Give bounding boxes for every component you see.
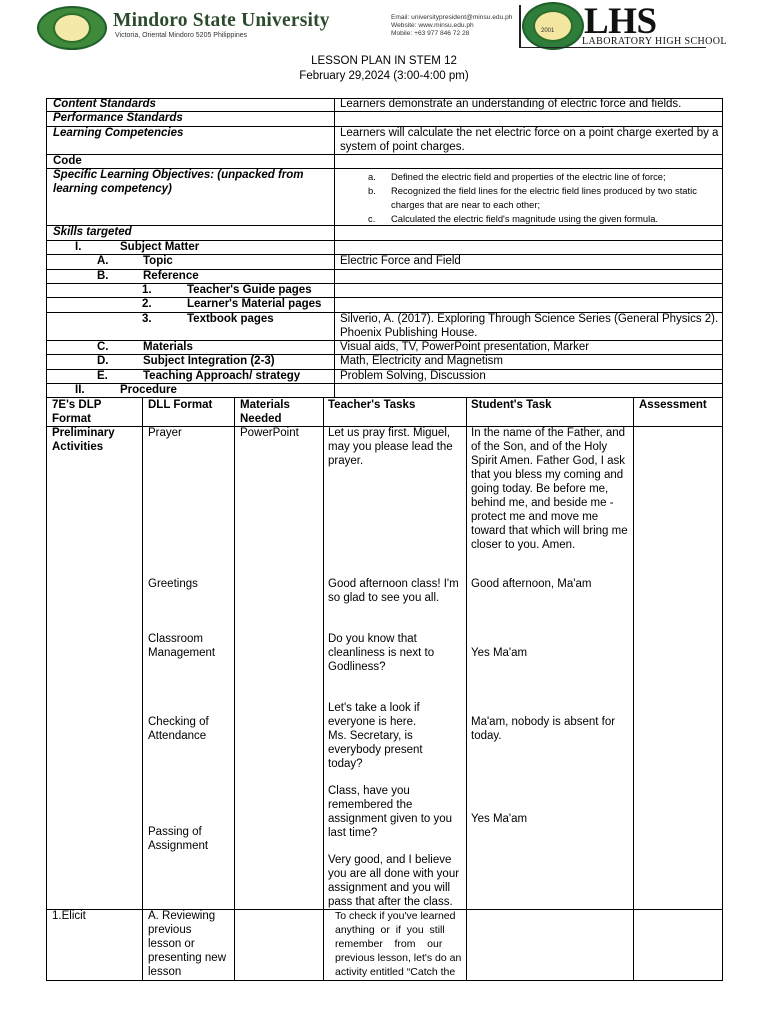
approach-value: Problem Solving, Discussion xyxy=(340,370,486,382)
student-prayer: going today. Be before me, xyxy=(471,483,609,495)
dll-classroom-management: Management xyxy=(148,647,216,659)
teacher-attendance: Let's take a look if xyxy=(328,702,420,714)
dll-elicit: lesson or xyxy=(148,938,195,950)
textbook-value: Silverio, A. (2017). Exploring Through Science Series (General Physics 2). xyxy=(340,313,719,325)
dll-elicit: lesson xyxy=(148,966,182,978)
dll-assignment: Passing of xyxy=(148,826,202,838)
header-assessment: Assessment xyxy=(639,399,707,411)
dll-prayer: Prayer xyxy=(148,427,182,439)
dll-classroom-management: Classroom xyxy=(148,633,203,645)
procedure-number: II. xyxy=(75,384,85,396)
reference-label: Reference xyxy=(143,270,199,282)
learning-competencies-line: system of point charges. xyxy=(340,141,465,153)
contact-phone: Mobile: +63 977 846 72 28 xyxy=(391,29,470,37)
header-students-task: Student's Task xyxy=(471,399,552,411)
code-label: Code xyxy=(53,155,82,167)
teacher-assignment: assignment given to you xyxy=(328,813,453,825)
topic-number: A. xyxy=(97,255,109,267)
column-divider xyxy=(142,397,143,981)
teacher-elicit: To check if you've learned xyxy=(335,910,456,922)
column-divider xyxy=(633,397,634,981)
objective-letter: b. xyxy=(368,185,376,196)
letterhead xyxy=(0,0,768,50)
learning-competencies-line: Learners will calculate the net electric force on a point charge exerted by a xyxy=(340,127,719,139)
document-title: LESSON PLAN IN STEM 12 xyxy=(311,55,457,67)
teacher-assignment: pass that after the class. xyxy=(328,896,453,908)
content-standards-label: Content Standards xyxy=(53,98,156,110)
teacher-attendance: today? xyxy=(328,758,363,770)
content-standards-value: Learners demonstrate an understanding of electric force and fields. xyxy=(340,98,682,110)
preliminary-activities-label: Activities xyxy=(52,441,104,453)
integration-number: D. xyxy=(97,355,109,367)
student-assignment: Yes Ma'am xyxy=(471,813,528,825)
objective-letter: c. xyxy=(368,213,376,224)
student-prayer: that you bless my coming and xyxy=(471,469,624,481)
teachers-guide-number: 1. xyxy=(142,284,152,296)
materials-value: Visual aids, TV, PowerPoint presentation, Marker xyxy=(340,341,590,353)
performance-standards-label: Performance Standards xyxy=(53,112,183,124)
dll-elicit: presenting new xyxy=(148,952,226,964)
student-greetings: Good afternoon, Ma'am xyxy=(471,578,592,590)
topic-value: Electric Force and Field xyxy=(340,255,461,267)
teacher-elicit: anything or if you still xyxy=(335,924,445,936)
skills-targeted-label: Skills targeted xyxy=(53,226,132,238)
procedure-label: Procedure xyxy=(120,384,177,396)
teacher-management: Godliness? xyxy=(328,661,386,673)
university-address: Victoria, Oriental Mindoro 5205 Philippines xyxy=(115,32,248,39)
dll-attendance: Attendance xyxy=(148,730,207,742)
header-teachers-tasks: Teacher's Tasks xyxy=(328,399,416,411)
reference-number: B. xyxy=(97,270,109,282)
textbook-label: Textbook pages xyxy=(187,313,274,325)
teacher-assignment: remembered the xyxy=(328,799,413,811)
dll-greetings: Greetings xyxy=(148,578,198,590)
teacher-elicit: previous lesson, let's do an xyxy=(335,952,462,964)
dll-assignment: Assignment xyxy=(148,840,209,852)
teacher-prayer: prayer. xyxy=(328,455,364,467)
elicit-label: 1.Elicit xyxy=(52,910,86,922)
textbook-number: 3. xyxy=(142,313,152,325)
teacher-attendance: Ms. Secretary, is xyxy=(328,730,413,742)
objective-letter: a. xyxy=(368,171,376,182)
teacher-assignment: last time? xyxy=(328,827,378,839)
column-divider xyxy=(234,397,235,981)
materials-number: C. xyxy=(97,341,109,353)
header-materials-needed: Materials xyxy=(240,399,290,411)
teacher-assignment: assignment and you will xyxy=(328,882,451,894)
materials-powerpoint: PowerPoint xyxy=(240,427,299,439)
approach-label: Teaching Approach/ strategy xyxy=(143,370,301,382)
objectives-label: Specific Learning Objectives: (unpacked from xyxy=(53,169,304,181)
approach-number: E. xyxy=(97,370,108,382)
school-abbreviation: LHS xyxy=(584,1,657,42)
student-prayer: closer to you. Amen. xyxy=(471,539,576,551)
teacher-elicit: activity entitled “Catch the xyxy=(335,966,456,978)
teacher-management: Do you know that xyxy=(328,633,417,645)
contact-info xyxy=(391,14,512,37)
header-dlp-format: Format xyxy=(52,413,91,425)
teacher-management: cleanliness is next to xyxy=(328,647,435,659)
student-prayer: toward that which will bring me xyxy=(471,525,628,537)
column-divider xyxy=(323,397,324,981)
msu-seal-logo xyxy=(37,6,107,50)
textbook-value: Phoenix Publishing House. xyxy=(340,327,478,339)
student-prayer: Spirit Amen. Father God, I ask xyxy=(471,455,626,467)
column-divider xyxy=(334,98,335,397)
learners-material-number: 2. xyxy=(142,298,152,310)
school-name: LABORATORY HIGH SCHOOL xyxy=(582,36,727,47)
seal-year: 2001 xyxy=(541,28,555,34)
integration-label: Subject Integration (2-3) xyxy=(143,355,275,367)
teacher-greetings: Good afternoon class! I'm xyxy=(328,578,459,590)
student-management: Yes Ma'am xyxy=(471,647,528,659)
teacher-prayer: may you please lead the xyxy=(328,441,453,453)
student-attendance: today. xyxy=(471,730,502,742)
teacher-attendance: everyone is here. xyxy=(328,716,417,728)
objectives-label: learning competency) xyxy=(53,183,172,195)
teacher-attendance: everybody present xyxy=(328,744,423,756)
dll-elicit: previous xyxy=(148,924,192,936)
teacher-greetings: so glad to see you all. xyxy=(328,592,440,604)
objective-line: charges that are near to each other; xyxy=(391,199,541,210)
teacher-elicit: remember from our xyxy=(335,938,443,950)
contact-email: Email: universitypresident@minsu.edu.ph xyxy=(391,14,513,21)
materials-label: Materials xyxy=(143,341,193,353)
learning-competencies-label: Learning Competencies xyxy=(53,127,184,139)
topic-label: Topic xyxy=(143,255,173,267)
student-prayer: behind me, and beside me - xyxy=(471,497,614,509)
subject-matter-number: I. xyxy=(75,241,82,253)
teacher-prayer: Let us pray first. Miguel, xyxy=(328,427,451,439)
header-dlp-format: 7E's DLP xyxy=(52,399,102,411)
subject-matter-label: Subject Matter xyxy=(120,241,200,253)
university-name: Mindoro State University xyxy=(113,10,330,31)
dll-attendance: Checking of xyxy=(148,716,209,728)
preliminary-activities-label: Preliminary xyxy=(52,427,115,439)
header-materials-needed: Needed xyxy=(240,413,282,425)
teacher-assignment: Class, have you xyxy=(328,785,410,797)
objective-line: Calculated the electric field's magnitude using the given formula. xyxy=(391,213,659,224)
student-prayer: of the Son, and of the Holy xyxy=(471,441,608,453)
student-prayer: protect me and move me xyxy=(471,511,599,523)
objective-line: Recognized the field lines for the electric field lines produced by two static xyxy=(391,185,697,196)
header-dll-format: DLL Format xyxy=(148,399,213,411)
teachers-guide-label: Teacher's Guide pages xyxy=(187,284,312,296)
dll-elicit: A. Reviewing xyxy=(148,910,216,922)
contact-website: Website: www.minsu.edu.ph xyxy=(391,21,474,29)
document-date: February 29,2024 (3:00-4:00 pm) xyxy=(299,70,469,82)
header-divider xyxy=(519,5,521,47)
teacher-assignment: you are all done with your xyxy=(328,868,460,880)
lhs-seal-logo xyxy=(522,2,584,50)
student-attendance: Ma'am, nobody is absent for xyxy=(471,716,616,728)
student-prayer: In the name of the Father, and xyxy=(471,427,626,439)
learners-material-label: Learner's Material pages xyxy=(187,298,322,310)
header-underline xyxy=(519,47,706,48)
objective-line: Defined the electric field and properties of the electric line of force; xyxy=(391,171,666,182)
column-divider xyxy=(466,397,467,981)
teacher-assignment: Very good, and I believe xyxy=(328,854,452,866)
integration-value: Math, Electricity and Magnetism xyxy=(340,355,503,367)
